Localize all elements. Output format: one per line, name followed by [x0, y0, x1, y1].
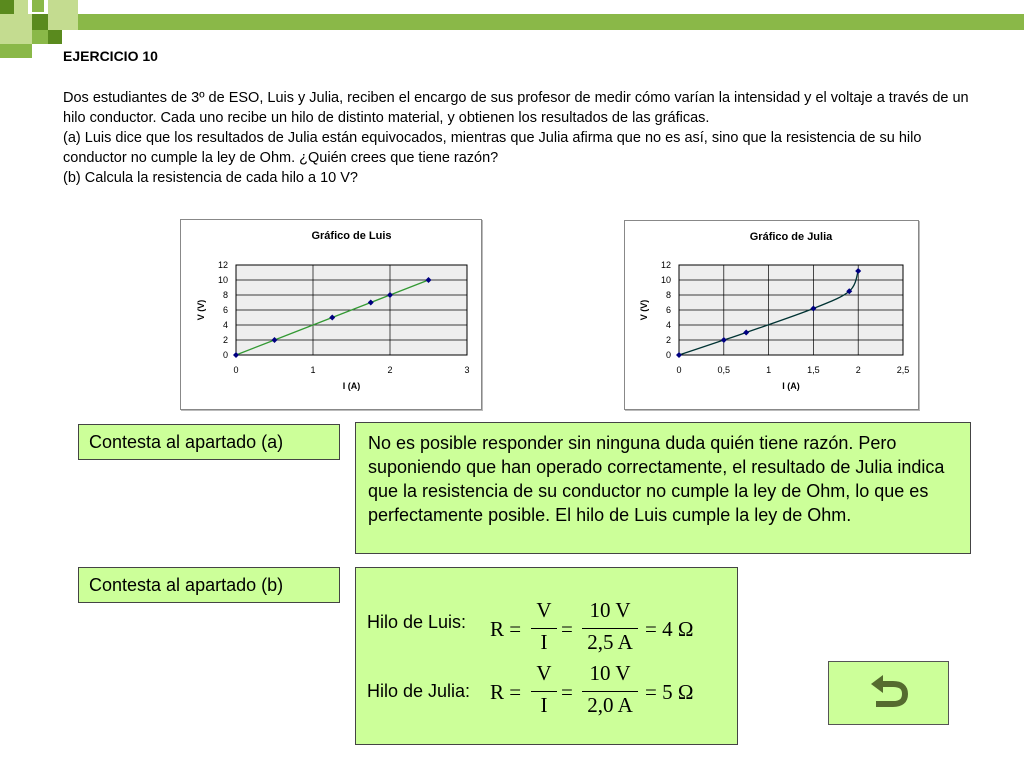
- decorative-square: [0, 0, 14, 14]
- y-tick-label: 12: [217, 260, 228, 270]
- fraction-bar: [531, 691, 557, 692]
- luis-formula-label: Hilo de Luis:: [367, 612, 467, 632]
- answer-b-label: [78, 567, 340, 603]
- luis-i: I: [540, 630, 548, 654]
- julia-v: V: [536, 661, 552, 685]
- exercise-statement: [63, 88, 978, 188]
- chart-julia: [624, 220, 919, 410]
- x-tick-label: 2: [855, 365, 861, 375]
- luis-equals: =: [561, 617, 573, 641]
- decorative-square: [32, 0, 44, 12]
- exercise-part-b: (b) Calcula la resistencia de cada hilo a 10 V?: [63, 170, 358, 186]
- x-tick-label: 0,5: [717, 365, 731, 375]
- x-tick-label: 1: [766, 365, 772, 375]
- y-tick-label: 6: [665, 305, 671, 315]
- fraction-bar: [531, 628, 557, 629]
- answer-a-label: [78, 424, 340, 460]
- answer-a-box[interactable]: [355, 422, 971, 554]
- y-tick-label: 2: [222, 335, 228, 345]
- julia-v-over-i: [531, 661, 557, 721]
- x-axis-label: I (A): [342, 381, 361, 391]
- x-tick-label: 2: [387, 365, 393, 375]
- luis-r-equals: R =: [490, 617, 522, 641]
- luis-current: 2,5 A: [587, 630, 633, 654]
- exercise-intro: Dos estudiantes de 3º de ESO, Luis y Julia, reciben el encargo de sus profesor de medir cómo varían la intensidad y el voltaje a través de un hilo conductor. Cada uno recibe un hilo de distinto material, y obtienen los resultados de las gráficas.: [63, 90, 969, 126]
- x-axis-label: I (A): [782, 381, 800, 391]
- y-axis-label: V (V): [639, 299, 649, 321]
- luis-v: V: [536, 598, 552, 622]
- fraction-bar: [582, 628, 638, 629]
- y-tick-label: 12: [660, 260, 671, 270]
- decorative-square: [48, 30, 62, 44]
- decorative-square: [32, 30, 48, 44]
- julia-formula-label: Hilo de Julia:: [367, 681, 471, 701]
- julia-equals: =: [561, 680, 573, 704]
- x-tick-label: 1: [310, 365, 316, 375]
- chart-julia-svg: [625, 221, 918, 409]
- decorative-square: [0, 14, 32, 44]
- y-tick-label: 8: [665, 290, 671, 300]
- chart-luis: [180, 219, 482, 410]
- answer-a-label-text: Contesta al apartado (a): [89, 431, 284, 452]
- exercise-part-a: (a) Luis dice que los resultados de Julia están equivocados, mientras que Julia afirma que no es así, sino que la resistencia de su hilo conductor no cumple la ley de Ohm. ¿Quién crees que tiene razón?: [63, 130, 922, 166]
- chart-luis-svg: [181, 220, 481, 409]
- y-tick-label: 0: [222, 350, 228, 360]
- y-axis-label: V (V): [196, 299, 206, 321]
- y-tick-label: 2: [665, 335, 671, 345]
- luis-result: = 4 Ω: [645, 617, 694, 641]
- chart-title: Gráfico de Luis: [311, 230, 392, 242]
- y-tick-label: 8: [222, 290, 228, 300]
- luis-v-over-i: [531, 598, 557, 658]
- x-tick-label: 1,5: [807, 365, 820, 375]
- julia-r-equals: R =: [490, 680, 522, 704]
- y-tick-label: 6: [222, 305, 228, 315]
- julia-i: I: [540, 693, 548, 717]
- chart-title: Gráfico de Julia: [749, 231, 833, 243]
- y-tick-label: 10: [217, 275, 228, 285]
- y-tick-label: 0: [665, 350, 671, 360]
- decorative-square: [14, 0, 28, 14]
- x-tick-label: 3: [464, 365, 470, 375]
- julia-voltage: 10 V: [589, 661, 631, 685]
- julia-current: 2,0 A: [587, 693, 633, 717]
- return-button[interactable]: [828, 661, 949, 725]
- luis-values-fraction: [582, 598, 638, 658]
- header-rule: [78, 14, 1024, 30]
- julia-values-fraction: [582, 661, 638, 721]
- x-tick-label: 0: [233, 365, 239, 375]
- x-tick-label: 2,5: [896, 365, 910, 375]
- answer-a-text: No es posible responder sin ninguna duda quién tiene razón. Pero suponiendo que han operado correctamente, el resultado de Julia indica que la resistencia de su conductor no cumple la ley de Ohm, lo que es perfectamente posible. El hilo de Luis cumple la ley de Ohm.: [368, 433, 945, 525]
- julia-result: = 5 Ω: [645, 680, 694, 704]
- decorative-square: [48, 0, 78, 30]
- y-tick-label: 10: [660, 275, 671, 285]
- answer-b-box[interactable]: [355, 567, 738, 745]
- return-arrow-icon: [829, 662, 950, 726]
- luis-voltage: 10 V: [589, 598, 631, 622]
- x-tick-label: 0: [676, 365, 682, 375]
- exercise-title: EJERCICIO 10: [63, 48, 158, 64]
- y-tick-label: 4: [665, 320, 671, 330]
- fraction-bar: [582, 691, 638, 692]
- decorative-square: [0, 44, 32, 58]
- y-tick-label: 4: [222, 320, 228, 330]
- answer-b-label-text: Contesta al apartado (b): [89, 574, 284, 595]
